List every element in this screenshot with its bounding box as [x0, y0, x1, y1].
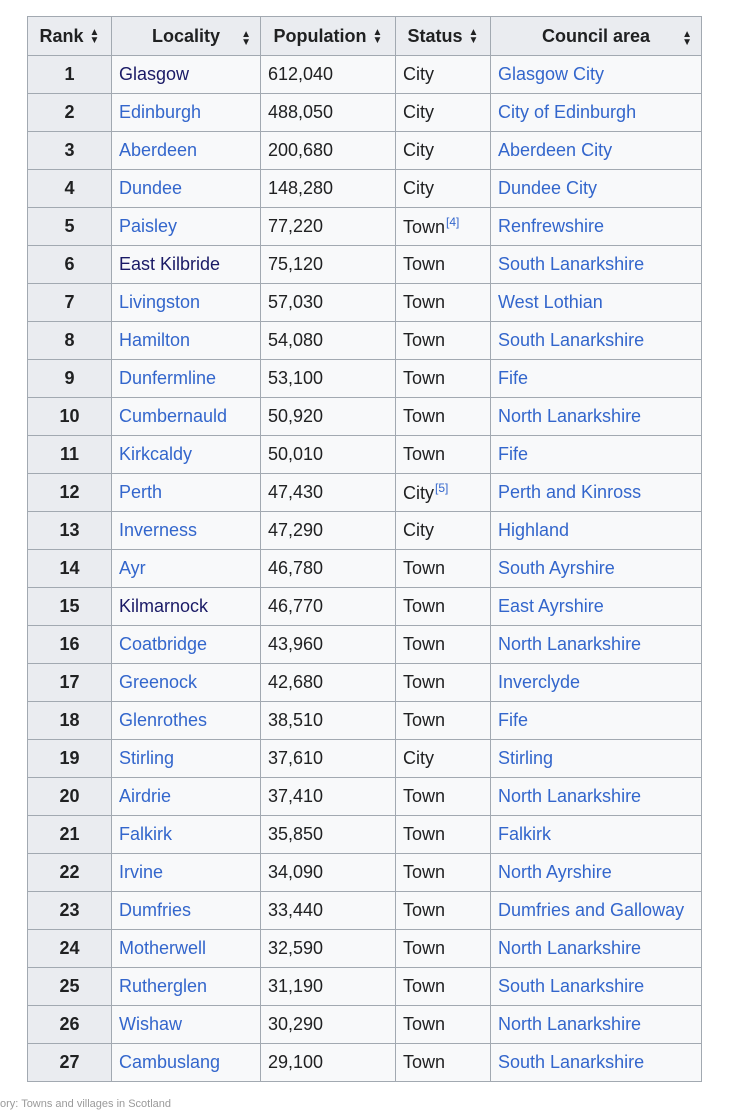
- council-area-link[interactable]: South Lanarkshire: [498, 254, 645, 274]
- column-header-label: Status: [407, 25, 463, 46]
- locality-cell: [112, 94, 261, 132]
- locality-link[interactable]: Wishaw: [119, 1014, 183, 1034]
- table-row: [28, 664, 702, 702]
- population-cell: 47,430: [261, 474, 396, 512]
- population-cell: 148,280: [261, 170, 396, 208]
- locality-link[interactable]: Inverness: [119, 520, 198, 540]
- population-cell: 488,050: [261, 94, 396, 132]
- council-area-cell: [491, 702, 702, 740]
- status-text: City: [403, 748, 434, 768]
- locality-link[interactable]: East Kilbride: [119, 254, 221, 274]
- locality-link[interactable]: Glenrothes: [119, 710, 208, 730]
- column-header-label: Rank: [39, 25, 84, 46]
- rank-cell: 8: [28, 322, 112, 360]
- council-area-cell: [491, 740, 702, 778]
- council-area-cell: [491, 588, 702, 626]
- council-area-link[interactable]: Falkirk: [498, 824, 551, 844]
- locality-cell: [112, 208, 261, 246]
- status-text: Town: [403, 900, 446, 920]
- table-row: [28, 816, 702, 854]
- rank-cell: 16: [28, 626, 112, 664]
- table-body: [28, 56, 702, 1082]
- rank-cell: 25: [28, 968, 112, 1006]
- rank-cell: 11: [28, 436, 112, 474]
- council-area-link[interactable]: West Lothian: [498, 292, 603, 312]
- status-cell: [396, 816, 491, 854]
- locality-link[interactable]: Dundee: [119, 178, 183, 198]
- status-cell: [396, 56, 491, 94]
- sort-icon[interactable]: ▲ ▼: [372, 26, 383, 46]
- locality-link[interactable]: Hamilton: [119, 330, 191, 350]
- council-area-cell: [491, 778, 702, 816]
- locality-link[interactable]: Livingston: [119, 292, 201, 312]
- table-row: [28, 1006, 702, 1044]
- council-area-link[interactable]: South Ayrshire: [498, 558, 615, 578]
- status-text: City: [403, 102, 434, 122]
- status-text: Town: [403, 406, 446, 426]
- council-area-link[interactable]: South Lanarkshire: [498, 976, 645, 996]
- locality-cell: [112, 436, 261, 474]
- population-cell: 37,410: [261, 778, 396, 816]
- sort-icon[interactable]: ▲ ▼: [241, 29, 251, 48]
- table-row: [28, 588, 702, 626]
- table-row: [28, 854, 702, 892]
- table-row: [28, 94, 702, 132]
- council-area-link[interactable]: South Lanarkshire: [498, 1052, 645, 1072]
- column-header-population[interactable]: [261, 17, 396, 56]
- table-row: [28, 474, 702, 512]
- table-row: [28, 892, 702, 930]
- table-row: [28, 968, 702, 1006]
- sort-icon[interactable]: ▲ ▼: [468, 26, 479, 46]
- column-header-label: Locality: [151, 25, 221, 46]
- locality-cell: [112, 816, 261, 854]
- status-text: City: [403, 482, 434, 503]
- council-area-link[interactable]: North Lanarkshire: [498, 786, 642, 806]
- population-cell: 54,080: [261, 322, 396, 360]
- status-cell: [396, 930, 491, 968]
- locality-cell: [112, 854, 261, 892]
- status-text: Town: [403, 444, 446, 464]
- locality-cell: [112, 56, 261, 94]
- population-cell: 32,590: [261, 930, 396, 968]
- locality-link[interactable]: Airdrie: [119, 786, 172, 806]
- locality-link[interactable]: Irvine: [119, 862, 164, 882]
- status-cell: [396, 360, 491, 398]
- population-cell: 612,040: [261, 56, 396, 94]
- status-text: Town: [403, 938, 446, 958]
- council-area-link[interactable]: South Lanarkshire: [498, 330, 645, 350]
- council-area-link[interactable]: Fife: [498, 710, 529, 730]
- rank-cell: 22: [28, 854, 112, 892]
- locality-cell: [112, 170, 261, 208]
- population-cell: 29,100: [261, 1044, 396, 1082]
- council-area-cell: [491, 1006, 702, 1044]
- table-row: [28, 778, 702, 816]
- reference-superscript: [435, 481, 448, 495]
- column-header-status[interactable]: [396, 17, 491, 56]
- council-area-cell: [491, 208, 702, 246]
- council-area-cell: [491, 398, 702, 436]
- council-area-link[interactable]: Inverclyde: [498, 672, 581, 692]
- column-header-locality[interactable]: [112, 17, 261, 56]
- status-text: Town: [403, 672, 446, 692]
- population-cell: 35,850: [261, 816, 396, 854]
- table-row: [28, 398, 702, 436]
- status-text: Town: [403, 330, 446, 350]
- council-area-link[interactable]: Dumfries and Galloway: [498, 900, 685, 920]
- council-area-cell: [491, 132, 702, 170]
- rank-cell: 15: [28, 588, 112, 626]
- council-area-link[interactable]: Fife: [498, 444, 529, 464]
- locality-link[interactable]: Motherwell: [119, 938, 207, 958]
- council-area-cell: [491, 626, 702, 664]
- council-area-cell: [491, 930, 702, 968]
- council-area-link[interactable]: Highland: [498, 520, 570, 540]
- table-row: [28, 550, 702, 588]
- locality-cell: [112, 702, 261, 740]
- reference-link[interactable]: [4]: [446, 214, 460, 229]
- status-cell: [396, 132, 491, 170]
- locality-cell: [112, 550, 261, 588]
- status-text: Town: [403, 368, 446, 388]
- rank-cell: 6: [28, 246, 112, 284]
- locality-cell: [112, 778, 261, 816]
- table-row: [28, 284, 702, 322]
- locality-link[interactable]: Stirling: [119, 748, 175, 768]
- locality-cell: [112, 132, 261, 170]
- council-area-cell: [491, 56, 702, 94]
- table-header-row: [28, 17, 702, 56]
- locality-link[interactable]: Cambuslang: [119, 1052, 221, 1072]
- locality-link[interactable]: Falkirk: [119, 824, 172, 844]
- rank-cell: 1: [28, 56, 112, 94]
- rank-cell: 19: [28, 740, 112, 778]
- council-area-cell: [491, 854, 702, 892]
- status-cell: [396, 512, 491, 550]
- population-cell: 42,680: [261, 664, 396, 702]
- rank-cell: 4: [28, 170, 112, 208]
- category-footer-text[interactable]: ory: Towns and villages in Scotland: [0, 1098, 300, 1112]
- council-area-cell: [491, 512, 702, 550]
- table-row: [28, 132, 702, 170]
- population-table: [27, 16, 702, 1082]
- locality-link[interactable]: Perth: [119, 482, 163, 502]
- population-cell: 57,030: [261, 284, 396, 322]
- locality-link[interactable]: Greenock: [119, 672, 198, 692]
- status-cell: [396, 854, 491, 892]
- council-area-cell: [491, 246, 702, 284]
- table-row: [28, 322, 702, 360]
- locality-link[interactable]: Ayr: [119, 558, 146, 578]
- status-text: Town: [403, 710, 446, 730]
- locality-cell: [112, 968, 261, 1006]
- status-cell: [396, 588, 491, 626]
- council-area-link[interactable]: North Lanarkshire: [498, 938, 642, 958]
- population-cell: 38,510: [261, 702, 396, 740]
- locality-cell: [112, 1006, 261, 1044]
- population-cell: 33,440: [261, 892, 396, 930]
- locality-cell: [112, 892, 261, 930]
- rank-cell: 3: [28, 132, 112, 170]
- rank-cell: 7: [28, 284, 112, 322]
- status-text: Town: [403, 292, 446, 312]
- council-area-link[interactable]: Aberdeen City: [498, 140, 613, 160]
- population-cell: 46,780: [261, 550, 396, 588]
- rank-cell: 27: [28, 1044, 112, 1082]
- rank-cell: 2: [28, 94, 112, 132]
- locality-cell: [112, 284, 261, 322]
- status-text: Town: [403, 634, 446, 654]
- population-cell: 47,290: [261, 512, 396, 550]
- locality-cell: [112, 1044, 261, 1082]
- status-cell: [396, 284, 491, 322]
- status-cell: [396, 664, 491, 702]
- status-cell: [396, 208, 491, 246]
- population-cell: 50,920: [261, 398, 396, 436]
- population-cell: 77,220: [261, 208, 396, 246]
- council-area-link[interactable]: Stirling: [498, 748, 554, 768]
- locality-link[interactable]: Paisley: [119, 216, 178, 236]
- council-area-cell: [491, 284, 702, 322]
- council-area-cell: [491, 550, 702, 588]
- table-row: [28, 930, 702, 968]
- status-text: Town: [403, 976, 446, 996]
- locality-link[interactable]: Dumfries: [119, 900, 192, 920]
- locality-link[interactable]: Glasgow: [119, 64, 190, 84]
- rank-cell: 18: [28, 702, 112, 740]
- status-cell: [396, 170, 491, 208]
- council-area-link[interactable]: Glasgow City: [498, 64, 605, 84]
- population-cell: 37,610: [261, 740, 396, 778]
- council-area-cell: [491, 170, 702, 208]
- reference-link[interactable]: [5]: [435, 480, 449, 495]
- sort-icon[interactable]: ▲ ▼: [89, 26, 100, 46]
- locality-cell: [112, 360, 261, 398]
- council-area-cell: [491, 474, 702, 512]
- status-text: Town: [403, 862, 446, 882]
- column-header-label: Council area: [541, 25, 651, 46]
- status-text: City: [403, 520, 434, 540]
- rank-cell: 21: [28, 816, 112, 854]
- status-cell: [396, 246, 491, 284]
- status-cell: [396, 626, 491, 664]
- council-area-link[interactable]: North Lanarkshire: [498, 406, 642, 426]
- status-text: Town: [403, 216, 446, 237]
- locality-cell: [112, 740, 261, 778]
- status-cell: [396, 968, 491, 1006]
- rank-cell: 14: [28, 550, 112, 588]
- locality-cell: [112, 246, 261, 284]
- status-cell: [396, 778, 491, 816]
- status-cell: [396, 398, 491, 436]
- locality-link[interactable]: Kirkcaldy: [119, 444, 193, 464]
- rank-cell: 9: [28, 360, 112, 398]
- status-cell: [396, 436, 491, 474]
- rank-cell: 24: [28, 930, 112, 968]
- rank-cell: 13: [28, 512, 112, 550]
- council-area-cell: [491, 360, 702, 398]
- locality-cell: [112, 512, 261, 550]
- locality-cell: [112, 322, 261, 360]
- locality-cell: [112, 398, 261, 436]
- table-row: [28, 360, 702, 398]
- rank-cell: 12: [28, 474, 112, 512]
- council-area-link[interactable]: City of Edinburgh: [498, 102, 637, 122]
- council-area-cell: [491, 322, 702, 360]
- council-area-cell: [491, 968, 702, 1006]
- table-row: [28, 1044, 702, 1082]
- status-text: Town: [403, 1052, 446, 1072]
- status-cell: [396, 550, 491, 588]
- locality-link[interactable]: Rutherglen: [119, 976, 208, 996]
- status-text: City: [403, 178, 434, 198]
- status-cell: [396, 1044, 491, 1082]
- rank-cell: 10: [28, 398, 112, 436]
- council-area-link[interactable]: North Lanarkshire: [498, 634, 642, 654]
- sort-icon[interactable]: ▲ ▼: [682, 29, 692, 48]
- rank-cell: 26: [28, 1006, 112, 1044]
- locality-cell: [112, 474, 261, 512]
- locality-cell: [112, 664, 261, 702]
- column-header-label: Population: [273, 25, 367, 46]
- council-area-cell: [491, 892, 702, 930]
- locality-cell: [112, 588, 261, 626]
- locality-cell: [112, 626, 261, 664]
- council-area-cell: [491, 664, 702, 702]
- status-cell: [396, 322, 491, 360]
- status-cell: [396, 702, 491, 740]
- status-text: Town: [403, 786, 446, 806]
- rank-cell: 5: [28, 208, 112, 246]
- rank-cell: 20: [28, 778, 112, 816]
- table-row: [28, 626, 702, 664]
- status-cell: [396, 740, 491, 778]
- population-cell: 50,010: [261, 436, 396, 474]
- council-area-link[interactable]: Fife: [498, 368, 529, 388]
- status-text: City: [403, 140, 434, 160]
- council-area-cell: [491, 816, 702, 854]
- population-cell: 200,680: [261, 132, 396, 170]
- population-cell: 34,090: [261, 854, 396, 892]
- reference-superscript: [446, 215, 459, 229]
- locality-link[interactable]: Dunfermline: [119, 368, 217, 388]
- council-area-link[interactable]: East Ayrshire: [498, 596, 604, 616]
- population-cell: 31,190: [261, 968, 396, 1006]
- status-text: City: [403, 64, 434, 84]
- table-row: [28, 246, 702, 284]
- table-row: [28, 436, 702, 474]
- table-row: [28, 512, 702, 550]
- rank-cell: 17: [28, 664, 112, 702]
- status-text: Town: [403, 558, 446, 578]
- council-area-cell: [491, 94, 702, 132]
- council-area-link[interactable]: Renfrewshire: [498, 216, 605, 236]
- column-header-council-area[interactable]: [491, 17, 702, 56]
- locality-link[interactable]: Aberdeen: [119, 140, 198, 160]
- locality-link[interactable]: Kilmarnock: [119, 596, 209, 616]
- population-cell: 46,770: [261, 588, 396, 626]
- status-cell: [396, 94, 491, 132]
- status-text: Town: [403, 824, 446, 844]
- table-row: [28, 208, 702, 246]
- table-row: [28, 740, 702, 778]
- table-row: [28, 702, 702, 740]
- rank-cell: 23: [28, 892, 112, 930]
- table-row: [28, 56, 702, 94]
- population-cell: 30,290: [261, 1006, 396, 1044]
- council-area-cell: [491, 436, 702, 474]
- locality-link[interactable]: Edinburgh: [119, 102, 202, 122]
- council-area-link[interactable]: North Ayrshire: [498, 862, 612, 882]
- status-cell: [396, 474, 491, 512]
- population-cell: 75,120: [261, 246, 396, 284]
- population-cell: 53,100: [261, 360, 396, 398]
- population-cell: 43,960: [261, 626, 396, 664]
- status-text: Town: [403, 596, 446, 616]
- status-text: Town: [403, 254, 446, 274]
- status-cell: [396, 892, 491, 930]
- council-area-link[interactable]: Perth and Kinross: [498, 482, 642, 502]
- council-area-cell: [491, 1044, 702, 1082]
- locality-link[interactable]: Coatbridge: [119, 634, 208, 654]
- status-text: Town: [403, 1014, 446, 1034]
- council-area-link[interactable]: North Lanarkshire: [498, 1014, 642, 1034]
- locality-cell: [112, 930, 261, 968]
- locality-link[interactable]: Cumbernauld: [119, 406, 228, 426]
- council-area-link[interactable]: Dundee City: [498, 178, 598, 198]
- status-cell: [396, 1006, 491, 1044]
- table-row: [28, 170, 702, 208]
- column-header-rank[interactable]: [28, 17, 112, 56]
